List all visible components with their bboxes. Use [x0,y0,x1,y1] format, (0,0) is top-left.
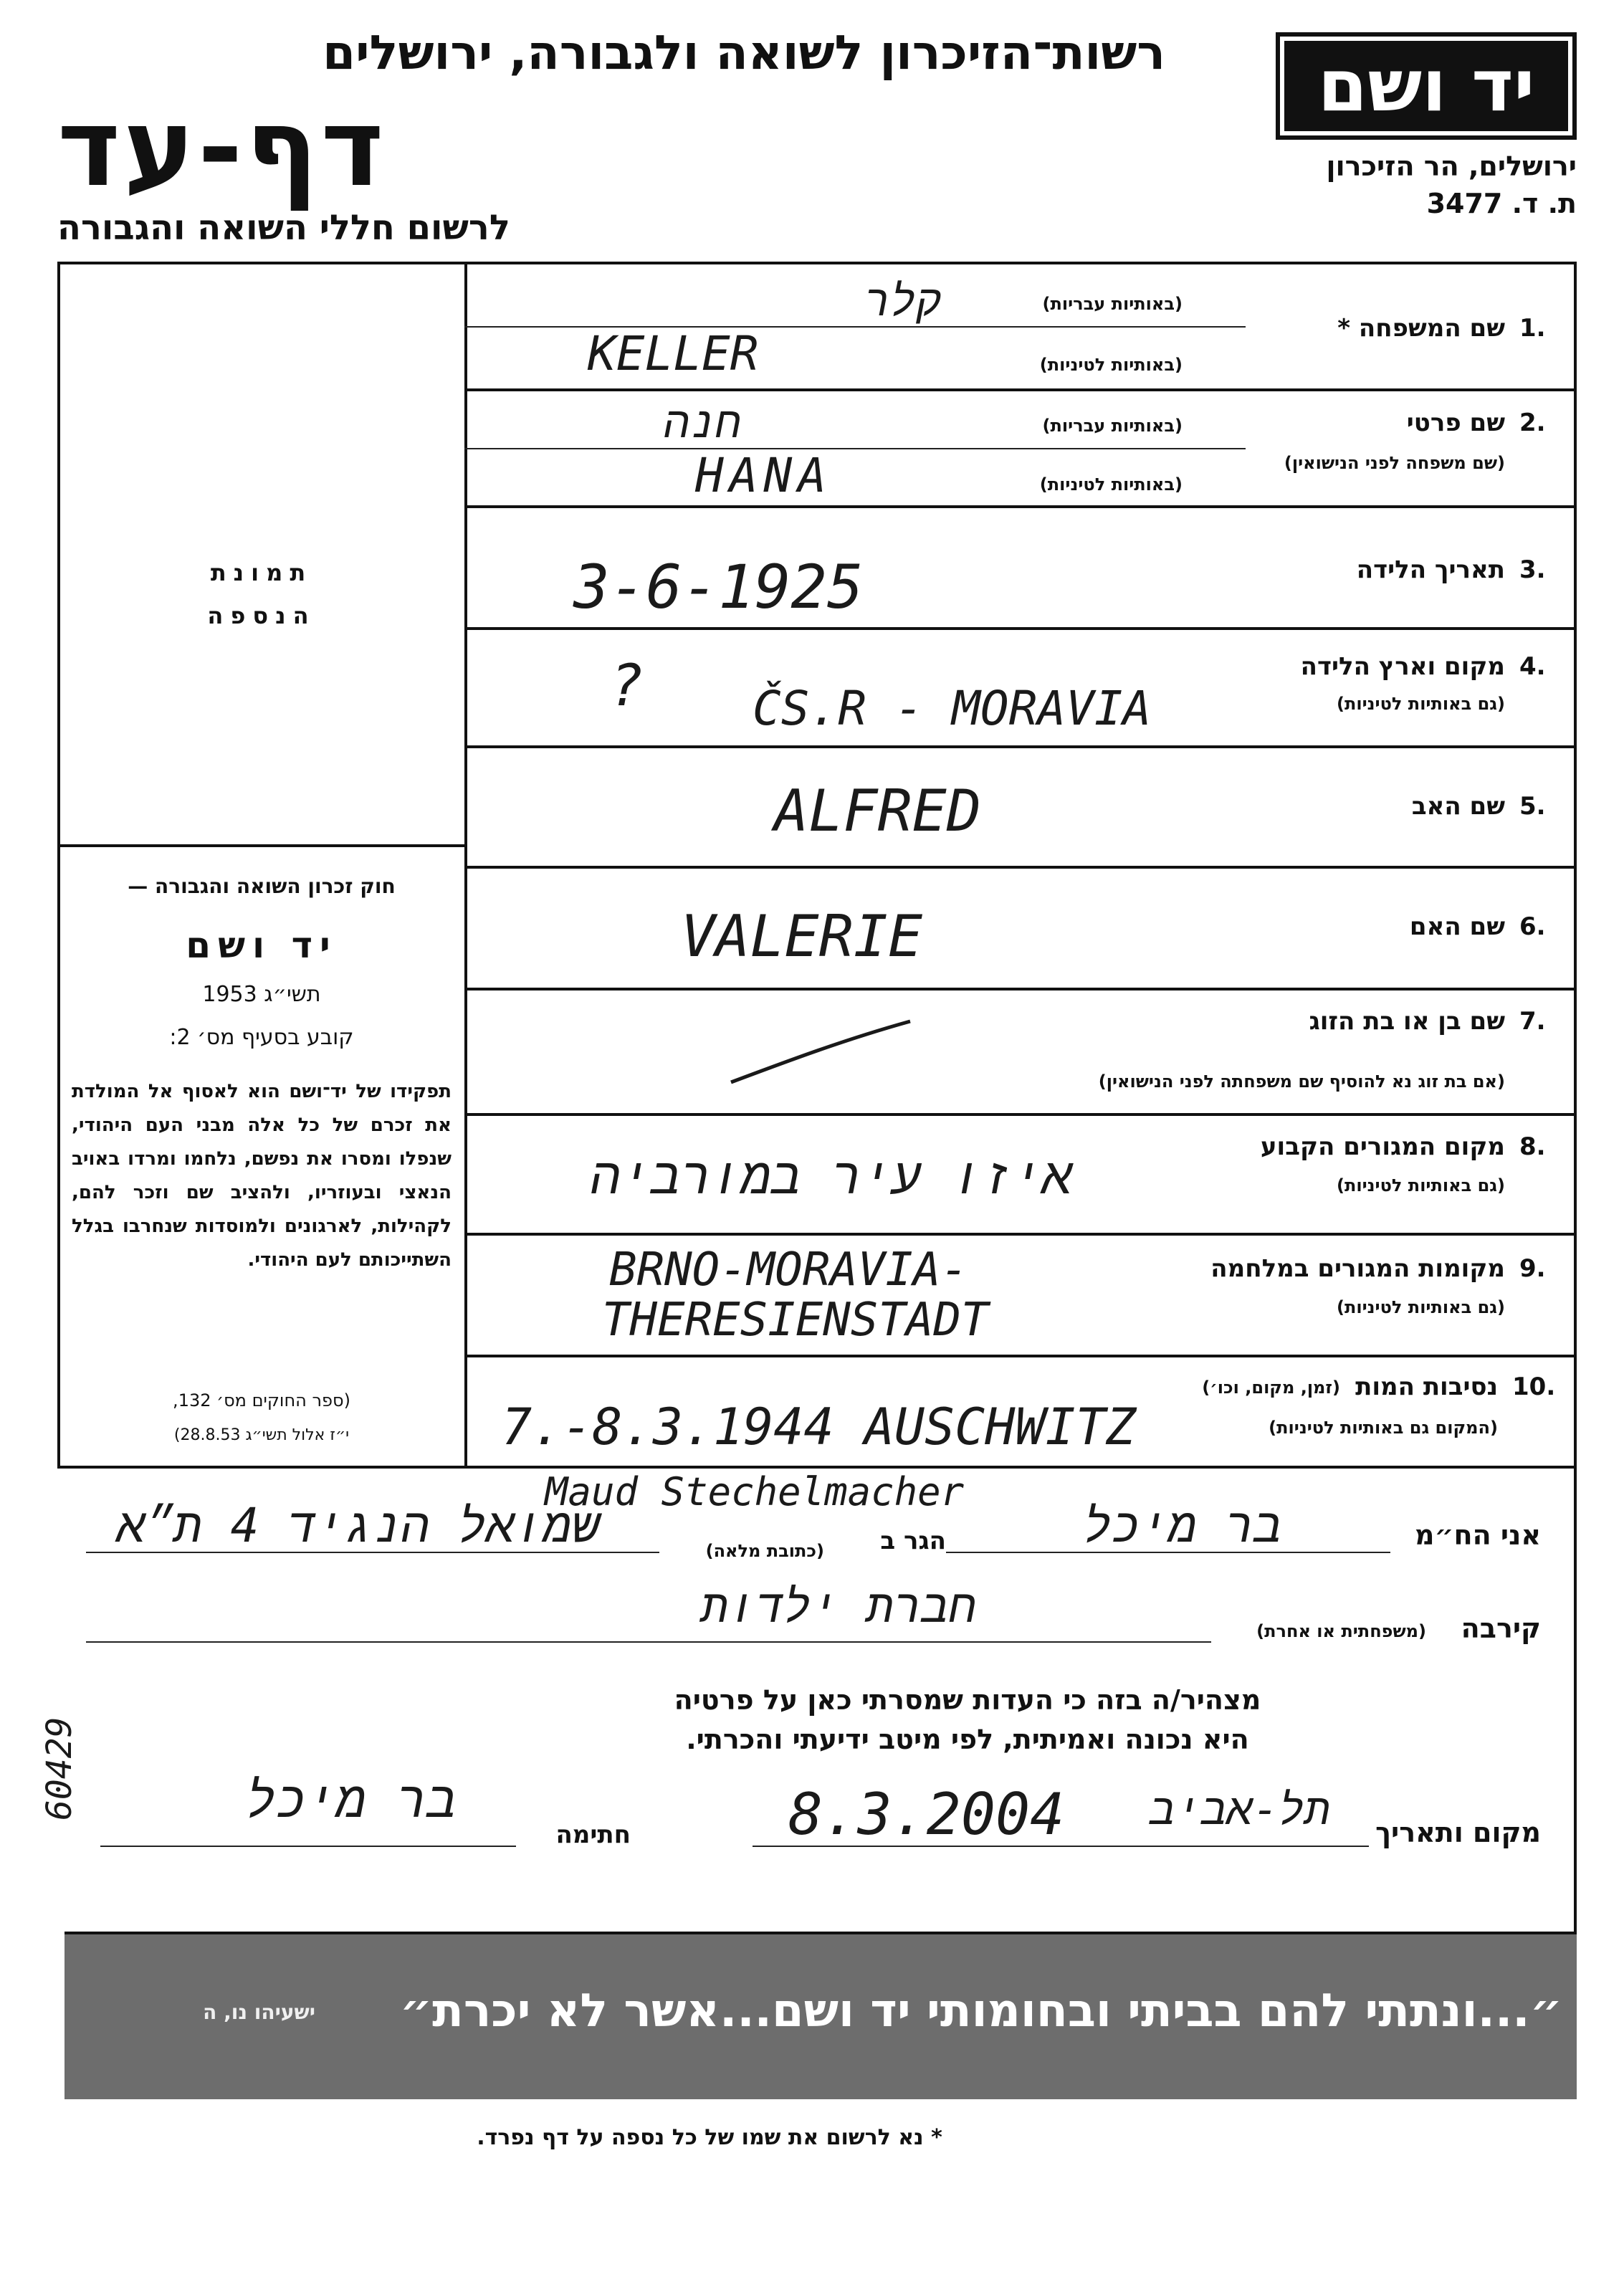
witness-address-value[interactable]: שמואל הנגיד 4 ת״א [117,1498,600,1553]
column-divider [464,262,467,1466]
declaration-line-1: מצהיר/ה בזה כי העדות שמסרתי כאן על פרטיה [674,1684,1261,1716]
quote-banner [65,1932,1577,2099]
address-line-1: ירושלים, הר הזיכרון [1326,151,1577,182]
field-10-value[interactable]: 7.-8.3.1944 AUSCHWITZ [502,1398,1137,1456]
field-8-label: מקום המגורים הקבוע [1260,1132,1505,1161]
field-4-mark: ? [609,652,644,719]
row-sep-10 [464,1355,1575,1357]
witness-name-value[interactable]: בר מיכל [1083,1498,1282,1553]
banner-source: ישעיהו נו, ה [203,2000,315,2024]
law-clause: קובע בסעיף מס׳ 2: [169,1025,354,1050]
field-1-hint-latin: (באותיות לטיניות) [1039,355,1183,375]
row-sep-7 [464,988,1575,990]
footnote: * נא לרשום את שמו של כל נספה על דף נפרד. [477,2125,942,2150]
field-7-note: (אם בת זוג נא להוסיף שם משפחתה לפני הנישואין) [1098,1071,1505,1092]
logo [1276,32,1577,140]
field-4-note: (גם באותיות לטיניות) [1337,694,1505,714]
left-box-divider [57,844,466,847]
field-9-label: מקומות המגורים במלחמה [1210,1254,1505,1283]
signature-line [100,1846,516,1847]
declaration-line-2: היא נכונה ואמיתית, לפי מיטב ידיעתי והכרתי. [686,1724,1249,1755]
logo-text: יד ושם [1284,41,1568,131]
field-5-number: 5. [1519,792,1546,821]
photo-label-2: הנספה [207,602,316,629]
law-ref-2: י״ז אלול תשי״ג 28.8.53) [173,1426,350,1444]
place-value[interactable]: תל-אביב [1149,1785,1331,1835]
field-5-label: שם האב [1411,792,1505,821]
form-left-border [57,262,60,1466]
field-4-value[interactable]: ČS.R - MORAVIA [753,681,1152,736]
form-top-border [57,262,1577,264]
field-7-label: שם בן או בת הזוג [1309,1007,1505,1036]
field-10-note: (המקום גם באותיות לטיניות) [1269,1418,1498,1438]
field-1-label: שם המשפחה * [1337,314,1505,343]
relation-value[interactable]: חברת ילדות [700,1580,977,1633]
row-sep-9 [464,1233,1575,1236]
law-text: תפקידו של יד־ושם הוא לאסוף אל המולדת את זכרם של כל אלה מבני העם היהודי, שנפלו ומסרו את נפשם, נלחמו ומרדו באויב הנאצי ובעוזריו, ולהציב שם וזכר להם, לקהילות, לארגונים ולמוסדות שנחרבו בגלל השתייכותם לעם היהודי. [72,1081,452,1271]
address-line-2: ת. ד. 3477 [1426,188,1577,219]
field-1-hint-hebrew: (באותיות עבריות) [1042,294,1183,314]
field-3-label: תאריך הלידה [1356,555,1505,584]
field-9-note: (גם באותיות לטיניות) [1337,1297,1505,1317]
field-8-value[interactable]: איזו עיר במורביה [590,1147,1073,1206]
banner-quote: ״...ונתתי להם בביתי ובחומותי יד ושם...אשר לא יכרת״ [399,1985,1562,2038]
field-2-value-latin[interactable]: HANA [695,448,832,503]
row-sep-2 [464,388,1575,391]
date-value[interactable]: 8.3.2004 [788,1781,1065,1848]
field-2-number: 2. [1519,409,1546,437]
row-sep-4 [464,627,1575,630]
witness-resides-label: הגר ב [880,1527,946,1555]
law-name: יד ושם [186,925,338,966]
field-2-label: שם פרטי [1406,409,1505,437]
row-sep-5 [464,745,1575,748]
field-3-value[interactable]: 3-6-1925 [573,552,864,622]
witness-address-hint: (כתובת מלאה) [705,1541,824,1561]
photo-label-1: תמונת [210,559,313,586]
authority-title: רשות־הזיכרון לשואה ולגבורה, ירושלים [323,25,1165,80]
law-heading: חוק זכרון השואה והגבורה — [128,874,396,898]
field-3-number: 3. [1519,555,1546,584]
field-2-note: (שם משפחה לפני הנישואין) [1284,453,1505,473]
field-10-number: 10. [1512,1373,1556,1401]
field-6-number: 6. [1519,912,1546,941]
relation-line [86,1641,1211,1643]
field-7-dash-stroke [717,1011,932,1097]
row-sep-8 [464,1113,1575,1116]
field-10-label-note: (זמן, מקום, וכו׳) [1202,1378,1340,1398]
form-title: דף-עד [57,86,387,211]
field-2-hint-hebrew: (באותיות עבריות) [1042,416,1183,436]
field-1-value-hebrew[interactable]: קלר [864,276,942,326]
form-fields-bottom [57,1466,1577,1469]
field-8-note: (גם באותיות לטיניות) [1337,1175,1505,1195]
witness-label: אני הח״מ [1415,1519,1541,1551]
form-right-border [1574,262,1577,1932]
relation-label: קירבה [1461,1613,1541,1644]
witness-maiden-name-value[interactable]: Maud Stechelmacher [545,1469,965,1514]
field-6-label: שם האם [1409,912,1505,941]
relation-hint: (משפחתית או אחרת) [1256,1621,1426,1641]
law-ref-1: (ספר החוקים מס׳ 132, [173,1390,350,1410]
field-9-value-line-1[interactable]: BRNO-MORAVIA- [609,1243,968,1297]
field-9-number: 9. [1519,1254,1546,1283]
signature-value[interactable]: בר מיכל [245,1770,457,1829]
law-year: תשי״ג 1953 [202,982,321,1007]
place-date-label: מקום ותאריך [1375,1817,1541,1848]
field-5-value[interactable]: ALFRED [774,778,981,844]
field-8-number: 8. [1519,1132,1546,1161]
field-10-label: נסיבות המות [1355,1373,1498,1401]
side-reference-number: 60429 [39,1717,80,1820]
field-1-value-latin[interactable]: KELLER [588,326,759,381]
field-4-label: מקום וארץ הלידה [1300,652,1505,681]
form-subtitle: לרשום חללי השואה והגבורה [57,208,510,248]
field-2-hint-latin: (באותיות לטיניות) [1039,474,1183,495]
field-7-number: 7. [1519,1007,1546,1036]
signature-label: חתימה [555,1820,631,1849]
field-6-value[interactable]: VALERIE [681,903,923,970]
field-2-value-hebrew[interactable]: חנה [663,398,742,448]
field-9-value-line-2[interactable]: THERESIENSTADT [602,1294,989,1347]
row-sep-6 [464,866,1575,869]
row-sep-3 [464,505,1575,508]
field-1-number: 1. [1519,314,1546,343]
field-4-number: 4. [1519,652,1546,681]
